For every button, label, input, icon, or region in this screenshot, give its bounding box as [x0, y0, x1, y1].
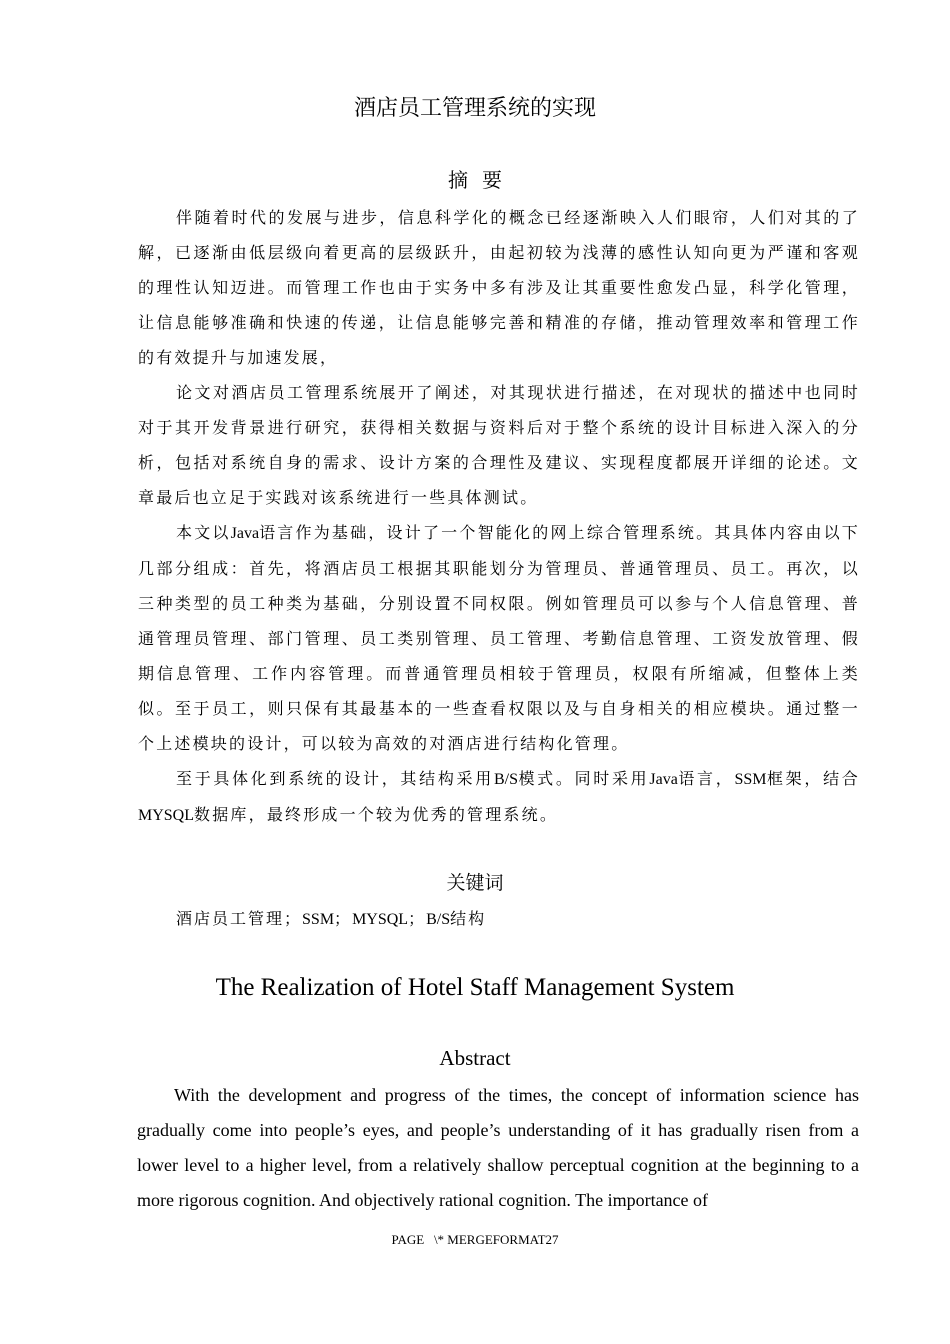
chinese-abstract-paragraph-1: 伴随着时代的发展与进步，信息科学化的概念已经逐渐映入人们眼帘，人们对其的了解，已逐渐由低层级向着更高的层级跃升，由起初较为浅薄的感性认知向更为严谨和客观的理性认知迈进。而管理工作也由于实务中多有涉及让其重要性愈发凸显，科学化管理，让信息能够准确和快速的传递，让信息能够完善和精准的存储，推动管理效率和管理工作的有效提升与加速发展， [138, 208, 860, 367]
text-run: 本文以 [176, 523, 231, 542]
text-run-java: Java [230, 525, 260, 542]
keyword-separator: ； [408, 909, 427, 928]
keyword-ssm: SSM [302, 911, 335, 928]
english-abstract-paragraph-1: With the development and progress of the times, the concept of information science has gradually come into people’s eyes, and people’s understanding of it has gradually risen from a lower level to a higher level, from a relatively shallow perceptual cognition at the beginning to a more rigorous cognition. And objectively rational cognition. The importance of [137, 1085, 859, 1210]
keyword-separator: ； [334, 909, 353, 928]
chinese-abstract-heading: 摘要 [448, 168, 516, 192]
page-footer: PAGE \* MERGEFORMAT27 [391, 1232, 559, 1247]
text-run-mysql: MYSQL [138, 807, 195, 824]
text-run: 语言作为基础，设计了一个智能化的网上综合管理系统。其具体内容由以下几部分组成：首先，将酒店员工根据其职能划分为管理员、普通管理员、员工。再次，以三种类型的员工种类为基础，分别设置不同权限。例如管理员可以参与个人信息管理、普通管理员管理、部门管理、员工类别管理、员工管理、考勤信息管理、工资发放管理、假期信息管理、工作内容管理。而普通管理员相较于管理员，权限有所缩减，但整体上类似。至于员工，则只保有其最基本的一些查看权限以及与自身相关的相应模块。通过整一个上述模块的设计，可以较为高效的对酒店进行结构化管理。 [138, 523, 860, 753]
text-run: 至于具体化到系统的设计，其结构采用 [176, 769, 494, 788]
text-run: 语言， [677, 769, 735, 788]
text-run: 数据库，最终形成一个较为优秀的管理系统。 [194, 805, 559, 824]
chinese-abstract-paragraph-3 [138, 515, 860, 761]
english-abstract-heading: Abstract [439, 1046, 511, 1070]
text-run-java: Java [649, 771, 678, 788]
english-title: The Realization of Hotel Staff Management System [215, 974, 735, 1001]
keyword-mysql: MYSQL [352, 911, 409, 928]
text-run-bs: B/S [493, 771, 518, 788]
text-run: 模式。同时采用 [517, 769, 650, 788]
keyword-text: 结构 [450, 909, 487, 928]
keyword-text: 酒店员工管理； [176, 909, 303, 928]
chinese-abstract-body [138, 200, 860, 833]
keywords-heading: 关键词 [446, 872, 504, 894]
chinese-abstract-paragraph-4 [138, 761, 860, 833]
text-run-ssm: SSM [734, 771, 767, 788]
english-abstract-body [137, 1078, 859, 1218]
chinese-abstract-paragraph-2: 论文对酒店员工管理系统展开了阐述，对其现状进行描述，在对现状的描述中也同时对于其开发背景进行研究，获得相关数据与资料后对于整个系统的设计目标进入深入的分析，包括对系统自身的需求、设计方案的合理性及建议、实现程度都展开详细的论述。文章最后也立足于实践对该系统进行一些具体测试。 [138, 383, 860, 507]
text-run: 框架，结合 [766, 769, 860, 788]
keyword-bs: B/S [426, 911, 451, 928]
keywords-list [176, 904, 486, 935]
chinese-title: 酒店员工管理系统的实现 [353, 96, 596, 121]
